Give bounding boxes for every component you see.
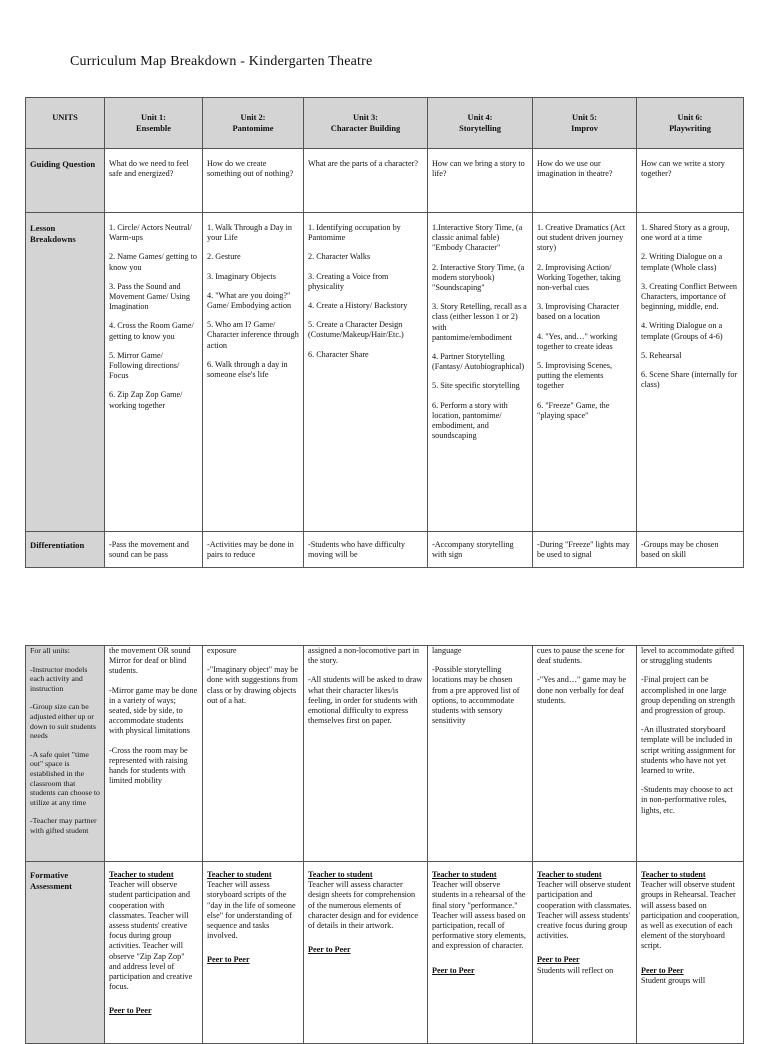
differentiation-cont-cell bbox=[637, 646, 744, 862]
unit-number: Unit 6: bbox=[677, 113, 703, 122]
differentiation-cell: -Accompany storytelling with sign bbox=[428, 532, 533, 568]
lesson-breakdowns-row bbox=[26, 213, 744, 532]
peer-to-peer-heading: Peer to Peer bbox=[537, 955, 580, 965]
unit-number: Unit 1: bbox=[141, 113, 166, 122]
cell-paragraph: -Instructor models each activity and instruction bbox=[30, 664, 88, 693]
peer-to-peer-heading: Peer to Peer bbox=[432, 965, 475, 975]
guiding-cell: How can we bring a story to life? bbox=[428, 149, 533, 213]
cell-paragraph: 2. Improvising Action/ Working Together, taking non-verbal cues bbox=[537, 262, 621, 293]
cell-paragraph: 2. Writing Dialogue on a template (Whole class) bbox=[641, 252, 723, 272]
cell-paragraph: 6. Walk through a day in someone else's life bbox=[207, 359, 288, 380]
unit-number: Unit 5: bbox=[572, 113, 597, 122]
unit-2-header bbox=[203, 98, 304, 149]
guiding-cell: How do we create something out of nothing? bbox=[203, 149, 304, 213]
guiding-cell: How do we use our imagination in theatre? bbox=[533, 149, 637, 213]
assessment-text: Teacher will observe student participation and cooperation with classmates. Teacher will assess students' creative focus during group activities. bbox=[537, 880, 632, 941]
curriculum-table-page-2 bbox=[25, 645, 744, 1044]
all-units-notes bbox=[26, 646, 105, 862]
teacher-to-student-heading: Teacher to student bbox=[641, 870, 706, 879]
differentiation-continued-row bbox=[26, 646, 744, 862]
differentiation-cont-cell bbox=[304, 646, 428, 862]
differentiation-cell: -Activities may be done in pairs to reduce bbox=[203, 532, 304, 568]
differentiation-cell: -During "Freeze" lights may be used to signal bbox=[533, 532, 637, 568]
differentiation-cont-cell bbox=[533, 646, 637, 862]
unit-4-header bbox=[428, 98, 533, 149]
cell-paragraph: 2. Character Walks bbox=[308, 252, 371, 262]
formative-assessment-row bbox=[26, 862, 744, 1044]
cell-paragraph: 2. Gesture bbox=[207, 252, 241, 262]
unit-6-header bbox=[637, 98, 744, 149]
peer-to-peer-heading: Peer to Peer bbox=[308, 945, 351, 955]
assessment-text: Teacher will assess storyboard scripts of the "day in the life of someone else" for understanding of sequence and tasks involved. bbox=[207, 880, 296, 941]
cell-paragraph: 1.Interactive Story Time, (a classic animal fable) "Embody Character" bbox=[432, 223, 523, 253]
cell-paragraph: 5. Who am I? Game/ Character inference through action bbox=[207, 320, 299, 350]
teacher-to-student-heading: Teacher to student bbox=[308, 870, 373, 879]
guiding-cell: What are the parts of a character? bbox=[304, 149, 428, 213]
differentiation-label: Differentiation bbox=[26, 532, 105, 568]
cell-paragraph: -All students will be asked to draw what their character likes/is feeling, in order for students with emotional difficulty to express themselves first on paper. bbox=[308, 675, 423, 726]
cell-paragraph: -Cross the room may be represented with raising hands for students with limited mobility bbox=[109, 745, 188, 786]
unit-5-header bbox=[533, 98, 637, 149]
peer-text: Students will reflect on bbox=[537, 965, 614, 975]
unit-number: Unit 3: bbox=[353, 113, 378, 122]
cell-paragraph: 6. "Freeze" Game, the "playing space" bbox=[537, 400, 610, 420]
lesson-breakdowns-label: Lesson Breakdowns bbox=[26, 213, 105, 532]
cell-paragraph: 5. Site specific storytelling bbox=[432, 381, 520, 391]
cell-paragraph: -Group size can be adjusted either up or down to suit students needs bbox=[30, 702, 97, 741]
cell-paragraph: language bbox=[432, 646, 462, 655]
lesson-cell bbox=[637, 213, 744, 532]
cell-paragraph: 2. Name Games/ getting to know you bbox=[109, 252, 197, 272]
cell-paragraph: exposure bbox=[207, 646, 237, 655]
cell-paragraph: 4. Partner Storytelling (Fantasy/ Autobiographical) bbox=[432, 352, 525, 372]
guiding-cell: What do we need to feel safe and energized? bbox=[105, 149, 203, 213]
cell-paragraph: the movement OR sound Mirror for deaf or blind students. bbox=[109, 646, 191, 676]
teacher-to-student-heading: Teacher to student bbox=[109, 870, 174, 879]
assessment-text: Teacher will observe students in a rehearsal of the final story "performance." Teacher will assess based on participation, recall of performative story elements, and expression of character. bbox=[432, 880, 526, 951]
cell-paragraph: -Final project can be accomplished in one large group depending on strength and progression of group. bbox=[641, 675, 735, 716]
cell-paragraph: 6. Scene Share (internally for class) bbox=[641, 370, 738, 390]
lesson-cell bbox=[203, 213, 304, 532]
guiding-question-row bbox=[26, 149, 744, 213]
peer-to-peer-heading: Peer to Peer bbox=[207, 955, 250, 965]
cell-paragraph: 6. Character Share bbox=[308, 349, 369, 359]
unit-number: Unit 4: bbox=[467, 113, 493, 122]
cell-paragraph: cues to pause the scene for deaf students. bbox=[537, 646, 625, 666]
differentiation-cont-cell bbox=[203, 646, 304, 862]
cell-paragraph: 6. Zip Zap Zop Game/ working together bbox=[109, 390, 183, 410]
lesson-cell bbox=[428, 213, 533, 532]
header-row bbox=[26, 98, 744, 149]
cell-paragraph: -Students may choose to act in non-performative roles, lights, etc. bbox=[641, 785, 733, 815]
cell-paragraph: assigned a non-locomotive part in the story. bbox=[308, 646, 419, 666]
lesson-cell bbox=[533, 213, 637, 532]
teacher-to-student-heading: Teacher to student bbox=[537, 870, 602, 879]
peer-to-peer-heading: Peer to Peer bbox=[109, 1006, 152, 1016]
peer-to-peer-heading: Peer to Peer bbox=[641, 965, 684, 975]
differentiation-cont-cell bbox=[105, 646, 203, 862]
cell-paragraph: 3. Improvising Character based on a location bbox=[537, 302, 620, 322]
cell-paragraph: 3. Creating a Voice from physicality bbox=[308, 271, 389, 291]
formative-cell bbox=[304, 862, 428, 1044]
cell-paragraph: level to accommodate gifted or struggling students bbox=[641, 646, 734, 666]
unit-name: Character Building bbox=[330, 124, 401, 133]
cell-paragraph: 1. Circle/ Actors Neutral/ Warm-ups bbox=[109, 223, 192, 243]
cell-paragraph: 4. "Yes, and…" working together to create ideas bbox=[537, 331, 618, 351]
formative-cell bbox=[203, 862, 304, 1044]
differentiation-row bbox=[26, 532, 744, 568]
cell-paragraph: 2. Interactive Story Time, (a modern storybook) "Soundscaping" bbox=[432, 262, 525, 293]
cell-paragraph: -Possible storytelling locations may be chosen from a pre approved list of options, to accommodate students with sensory sensitivity bbox=[432, 665, 520, 726]
guiding-cell: How can we write a story together? bbox=[637, 149, 744, 213]
unit-name: Ensemble bbox=[136, 124, 171, 133]
cell-paragraph: 3. Story Retelling, recall as a class (either lesson 1 or 2) with pantomime/embodiment bbox=[432, 302, 527, 342]
units-header: UNITS bbox=[26, 98, 105, 149]
unit-name: Improv bbox=[571, 124, 598, 133]
cell-paragraph: 3. Creating Conflict Between Characters, importance of beginning, middle, end. bbox=[641, 281, 737, 312]
assessment-text: Teacher will observe student groups in Rehearsal. Teacher will assess based on participation and cooperation, as well as execution of each element of the storyboard script. bbox=[641, 880, 739, 951]
cell-paragraph: -An illustrated storyboard template will be included in script writing assignment for students who have not yet learned to write. bbox=[641, 725, 736, 776]
lesson-cell bbox=[304, 213, 428, 532]
cell-paragraph: For all units: bbox=[30, 646, 70, 655]
formative-cell bbox=[637, 862, 744, 1044]
guiding-question-label: Guiding Question bbox=[26, 149, 105, 213]
unit-name: Pantomime bbox=[232, 124, 274, 133]
cell-paragraph: 6. Perform a story with location, pantomime/ embodiment, and soundscaping bbox=[432, 400, 508, 441]
cell-paragraph: 1. Creative Dramatics (Act out student driven journey story) bbox=[537, 223, 626, 253]
cell-paragraph: 1. Shared Story as a group, one word at a time bbox=[641, 223, 730, 243]
cell-paragraph: 5. Rehearsal bbox=[641, 350, 682, 360]
teacher-to-student-heading: Teacher to student bbox=[432, 870, 497, 879]
formative-assessment-label: Formative Assessment bbox=[26, 862, 105, 1044]
differentiation-cell: -Students who have difficulty moving will be bbox=[304, 532, 428, 568]
cell-paragraph: 4. Create a History/ Backstory bbox=[308, 301, 408, 311]
cell-paragraph: -"Yes and…" game may be done non verbally for deaf students. bbox=[537, 675, 627, 705]
cell-paragraph: 4. "What are you doing?" Game/ Embodying action bbox=[207, 290, 292, 311]
page-title: Curriculum Map Breakdown - Kindergarten Theatre bbox=[70, 54, 373, 69]
cell-paragraph: 4. Cross the Room Game/ getting to know you bbox=[109, 321, 194, 341]
differentiation-cell: -Groups may be chosen based on skill bbox=[637, 532, 744, 568]
curriculum-table-page-1 bbox=[25, 97, 744, 568]
cell-paragraph: 4. Writing Dialogue on a template (Groups of 4-6) bbox=[641, 321, 723, 341]
assessment-text: Teacher will assess character design sheets for comprehension of the numerous elements of character design and for evidence of details in their artwork. bbox=[308, 880, 419, 931]
lesson-cell bbox=[105, 213, 203, 532]
formative-cell bbox=[428, 862, 533, 1044]
formative-cell bbox=[105, 862, 203, 1044]
cell-paragraph: 1. Walk Through a Day in your Life bbox=[207, 223, 292, 243]
cell-paragraph: 5. Create a Character Design (Costume/Makeup/Hair/Etc.) bbox=[308, 320, 404, 340]
differentiation-cont-cell bbox=[428, 646, 533, 862]
unit-3-header bbox=[304, 98, 428, 149]
cell-paragraph: -Teacher may partner with gifted student bbox=[30, 816, 97, 835]
cell-paragraph: 5. Mirror Game/ Following directions/ Focus bbox=[109, 350, 180, 381]
formative-cell bbox=[533, 862, 637, 1044]
cell-paragraph: -A safe quiet "time out" space is established in the classroom that students can choose to utilize at any time bbox=[30, 749, 100, 807]
differentiation-cell: -Pass the movement and sound can be pass bbox=[105, 532, 203, 568]
teacher-to-student-heading: Teacher to student bbox=[207, 870, 272, 879]
cell-paragraph: -Mirror game may be done in a variety of ways; seated, side by side, to accommodate students with physical limitations bbox=[109, 685, 198, 736]
unit-name: Storytelling bbox=[459, 124, 501, 133]
unit-number: Unit 2: bbox=[240, 113, 266, 122]
assessment-text: Teacher will observe student participation and cooperation with classmates. Teacher will assess students' creative focus during group activities. Teacher will observe "Zip Zap Zop" and address level of participation and creative focus. bbox=[109, 880, 193, 992]
unit-1-header bbox=[105, 98, 203, 149]
cell-paragraph: 3. Imaginary Objects bbox=[207, 271, 276, 281]
cell-paragraph: 1. Identifying occupation by Pantomime bbox=[308, 223, 401, 243]
peer-text: Student groups will bbox=[641, 975, 706, 985]
cell-paragraph: -"Imaginary object" may be done with suggestions from class or by drawing objects out of a hat. bbox=[207, 665, 299, 705]
cell-paragraph: 3. Pass the Sound and Movement Game/ Using Imagination bbox=[109, 281, 190, 312]
unit-name: Playwriting bbox=[669, 124, 711, 133]
cell-paragraph: 5. Improvising Scenes, putting the elements together bbox=[537, 361, 613, 391]
